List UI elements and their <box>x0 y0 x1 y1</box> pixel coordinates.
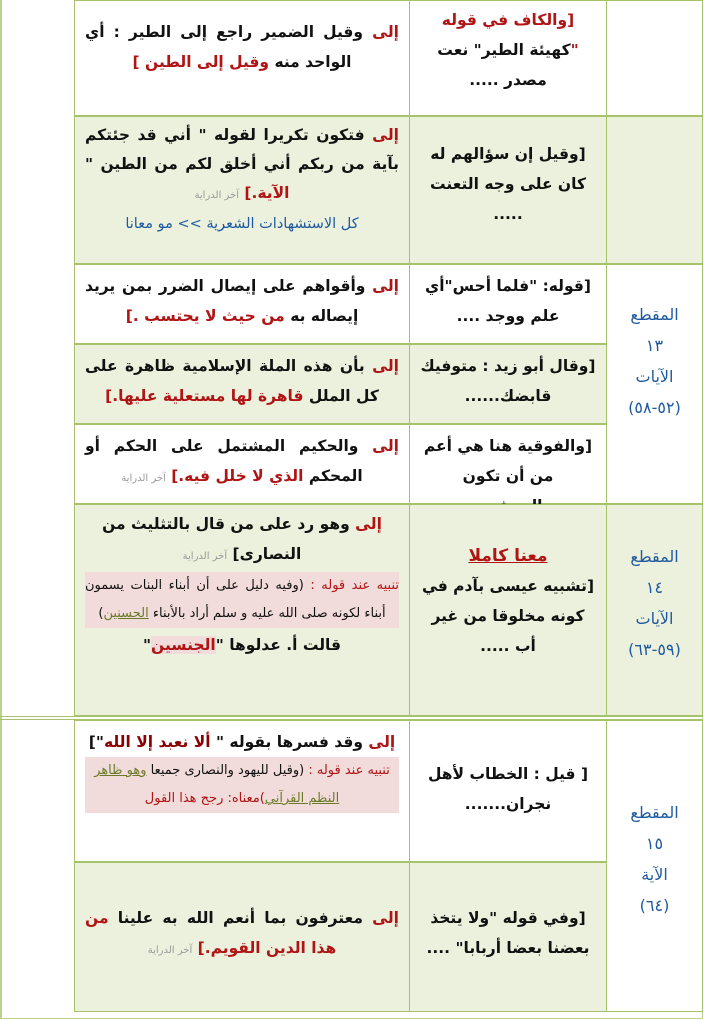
row-6-note-end: ) <box>98 606 104 621</box>
segment-14-title: المقطع <box>630 547 679 566</box>
segment-13-title: المقطع <box>630 305 679 324</box>
row-1-mid-rest: كهيئة الطير" نعت مصدر ..... <box>437 41 571 89</box>
row-1-tail: وقيل إلى الطين ] <box>132 53 270 71</box>
row-6-note-word: الحسنين <box>103 606 149 621</box>
row-6-note-label: تنبيه عند قوله : <box>310 578 399 593</box>
row-7-body: وقد فسرها بقوله " <box>210 733 369 751</box>
segment-13-label: الآيات <box>635 367 674 386</box>
segment-14-number: ١٤ <box>645 578 664 597</box>
row-1-mid-cell <box>409 0 607 116</box>
row-3-body: وأقواهم على إيصال الضرر بمن يريد إيصاله به <box>85 277 373 325</box>
row-2-mid-cell <box>409 116 607 264</box>
row-5-left-cell <box>74 424 410 504</box>
row-4-prefix: إلى <box>372 357 399 375</box>
segment-14-range: (٥٩-٦٣) <box>628 640 681 659</box>
row-5-prefix: إلى <box>372 437 399 455</box>
row-3-left-cell <box>74 264 410 344</box>
row-2-tail: الآية.] <box>244 184 290 202</box>
row-3-mid: [قوله: "فلما أحس"أي علم ووجد .... <box>425 277 591 325</box>
row-4-tail: قاهرة لها مستعلية عليها.] <box>105 387 304 405</box>
row-2-seg-cell <box>606 116 703 264</box>
row-6-teacher-word: الجنسين <box>151 636 216 654</box>
row-7-quote: ألا نعبد إلا الله <box>103 733 211 751</box>
row-8-body: معترفون بما أنعم الله به علينا <box>108 909 373 927</box>
row-2-body: فتكون تكريرا لقوله " أني قد جئتكم بآية من ربكم أني أخلق لكم من الطين " <box>85 126 399 173</box>
row-8-mid: [وفي قوله "ولا يتخذ بعضنا بعضا أربابا" .... <box>426 909 590 957</box>
segment-15-range: (٦٤) <box>639 896 670 915</box>
row-7-mid-cell <box>409 720 607 862</box>
row-6-teacher-prefix: قالت أ. عدلوها " <box>215 636 342 654</box>
row-1-prefix: إلى <box>372 23 399 41</box>
row-6-left-cell <box>74 504 410 716</box>
row-2-source: آخر الدراية <box>194 190 240 201</box>
row-2-left-cell <box>74 116 410 264</box>
segment-15-title: المقطع <box>630 803 679 822</box>
segment-15-label: الآية <box>641 865 668 884</box>
row-2-footer: كل الاستشهادات الشعرية >> مو معانا <box>125 216 359 232</box>
row-6-prefix: إلى <box>355 515 382 533</box>
row-2-prefix: إلى <box>372 126 399 144</box>
row-1-mid-prefix: [والكاف في قوله " <box>441 11 579 59</box>
row-7-note-link: وهو ظاهر النظم القرآني <box>94 763 340 806</box>
row-6-body: وهو رد على من قال بالتثليث من النصارى] <box>102 515 356 563</box>
row-4-left-cell <box>74 344 410 424</box>
row-3-tail: من حيث لا يحتسب .] <box>125 307 285 325</box>
row-2-mid: [وقيل إن سؤالهم له كان على وجه التعنت ..... <box>430 145 586 223</box>
row-5-mid-cell <box>409 424 607 504</box>
row-8-mid-cell <box>409 862 607 1012</box>
row-7-end: "] <box>88 733 104 751</box>
row-1-body: وقيل الضمير راجع إلى الطير : أي الواحد منه <box>85 23 373 71</box>
row-4-mid-cell <box>409 344 607 424</box>
row-7-mid: [ قيل : الخطاب لأهل نجران....... <box>427 765 589 813</box>
segment-13-number: ١٣ <box>645 336 664 355</box>
row-6-source: آخر الدراية <box>182 551 228 562</box>
row-3-mid-cell <box>409 264 607 344</box>
row-8-left-cell <box>74 862 410 1012</box>
section-divider <box>0 716 703 720</box>
segment-14-cell <box>606 504 703 716</box>
row-5-body: والحكيم المشتمل على الحكم أو المحكم <box>85 437 373 485</box>
row-6-mid-title: معنا كاملا <box>468 546 548 566</box>
row-1-left-cell <box>74 0 410 116</box>
row-6-teacher-end: " <box>142 636 152 654</box>
row-7-note-tail: )معناه: رجح هذا القول <box>144 791 265 806</box>
row-7-prefix: إلى <box>368 733 396 751</box>
row-6-note-body: (وفيه دليل على أن أبناء البنات يسمون أبناء لكونه صلى الله عليه و سلم أراد بالأبناء <box>85 578 386 621</box>
row-7-note-body: (وقيل لليهود والنصارى جميعا <box>146 763 305 778</box>
row-3-prefix: إلى <box>372 277 399 295</box>
row-1-seg-cell <box>606 0 703 116</box>
row-5-tail: الذي لا خلل فيه.] <box>171 467 304 485</box>
segment-15-cell <box>606 720 703 1012</box>
row-6-mid-cell <box>409 504 607 716</box>
row-8-tail: من هذا الدين القويم.] <box>85 909 337 957</box>
segment-13-cell <box>606 264 703 504</box>
segment-15-number: ١٥ <box>645 834 664 853</box>
row-7-left-cell <box>74 720 410 862</box>
row-4-mid: [وقال أبو زيد : متوفيك قابضك...... <box>420 357 596 405</box>
segment-14-label: الآيات <box>635 609 674 628</box>
row-6-mid: [تشبيه عيسى بآدم في كونه مخلوقا من غير أب ..... <box>421 577 595 655</box>
row-5-source: آخر الدراية <box>121 473 166 484</box>
row-8-source: آخر الدراية <box>147 945 193 956</box>
segment-13-range: (٥٢-٥٨) <box>628 398 681 417</box>
row-8-prefix: إلى <box>372 909 399 927</box>
row-7-note-label: تنبيه عند قوله : <box>308 763 390 778</box>
row-4-body: بأن هذه الملة الإسلامية ظاهرة على كل الملل <box>85 357 379 405</box>
row-5-mid: [والفوقية هنا هي أعم من أن تكون <box>423 437 593 485</box>
